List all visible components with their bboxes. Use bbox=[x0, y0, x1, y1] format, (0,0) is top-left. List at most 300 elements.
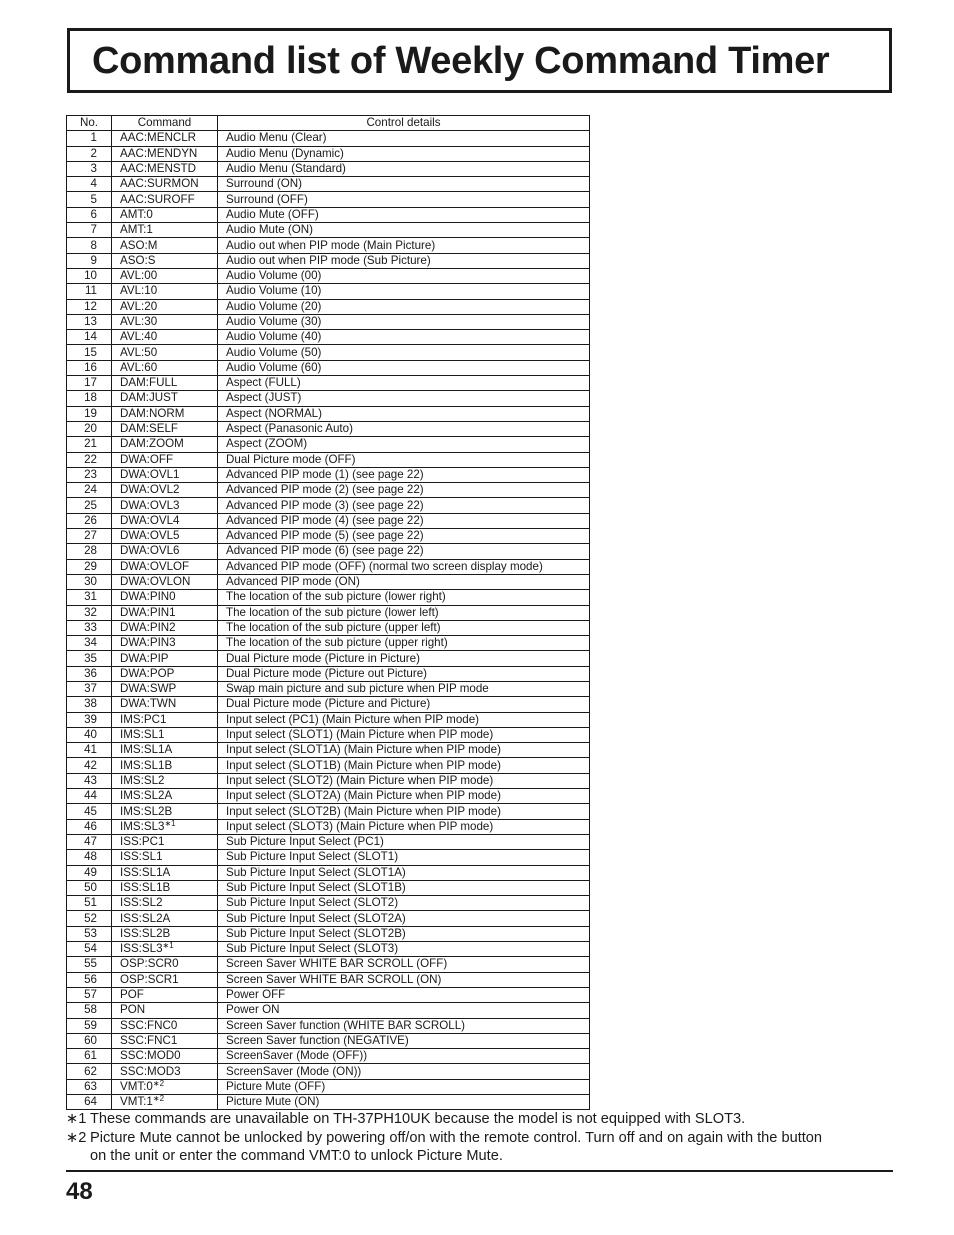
table-row bbox=[67, 207, 590, 222]
row-number: 43 bbox=[67, 773, 112, 788]
control-detail: Audio Volume (50) bbox=[218, 345, 590, 360]
control-detail: Audio Volume (60) bbox=[218, 360, 590, 375]
control-detail: Input select (PC1) (Main Picture when PIP mode) bbox=[218, 712, 590, 727]
command-cell bbox=[112, 452, 218, 467]
control-detail: Advanced PIP mode (ON) bbox=[218, 574, 590, 589]
table-row bbox=[67, 1003, 590, 1018]
command-cell bbox=[112, 681, 218, 696]
table-row bbox=[67, 620, 590, 635]
command-code: AVL:30 bbox=[120, 315, 158, 328]
table-row bbox=[67, 666, 590, 681]
command-cell bbox=[112, 238, 218, 253]
row-number: 11 bbox=[67, 284, 112, 299]
command-code: DWA:OVL4 bbox=[120, 513, 180, 527]
table-row bbox=[67, 238, 590, 253]
control-detail: Audio Volume (00) bbox=[218, 268, 590, 283]
control-detail: Swap main picture and sub picture when PIP mode bbox=[218, 681, 590, 696]
footnote-ref: ∗2 bbox=[152, 1079, 165, 1088]
table-row bbox=[67, 865, 590, 880]
row-number: 46 bbox=[67, 819, 112, 834]
command-code: DWA:OVLON bbox=[120, 575, 191, 589]
row-number: 56 bbox=[67, 972, 112, 987]
control-detail: Audio Volume (20) bbox=[218, 299, 590, 314]
command-code: ISS:SL2 bbox=[120, 896, 163, 910]
row-number: 17 bbox=[67, 376, 112, 391]
table-row bbox=[67, 467, 590, 482]
row-number: 25 bbox=[67, 498, 112, 513]
command-cell bbox=[112, 376, 218, 391]
footnote-1-text: These commands are unavailable on TH-37PH10UK because the model is not equipped with SLOT3. bbox=[90, 1111, 746, 1127]
control-detail: Power ON bbox=[218, 1003, 590, 1018]
table-row bbox=[67, 942, 590, 957]
command-code: DWA:PIN3 bbox=[120, 636, 176, 650]
row-number: 27 bbox=[67, 529, 112, 544]
row-number: 28 bbox=[67, 544, 112, 559]
command-cell bbox=[112, 146, 218, 161]
command-cell bbox=[112, 161, 218, 176]
row-number: 2 bbox=[67, 146, 112, 161]
command-cell bbox=[112, 513, 218, 528]
command-cell bbox=[112, 911, 218, 926]
control-detail: Audio out when PIP mode (Sub Picture) bbox=[218, 253, 590, 268]
command-cell bbox=[112, 529, 218, 544]
command-cell bbox=[112, 483, 218, 498]
table-row bbox=[67, 758, 590, 773]
command-cell bbox=[112, 330, 218, 345]
control-detail: Audio Volume (10) bbox=[218, 284, 590, 299]
table-row bbox=[67, 1049, 590, 1064]
command-code: DWA:SWP bbox=[120, 682, 177, 696]
control-detail: Advanced PIP mode (6) (see page 22) bbox=[218, 544, 590, 559]
command-code: AMT:0 bbox=[120, 207, 153, 221]
command-cell bbox=[112, 177, 218, 192]
command-cell bbox=[112, 1003, 218, 1018]
command-code: AVL:20 bbox=[120, 299, 158, 313]
table-row bbox=[67, 896, 590, 911]
table-row bbox=[67, 345, 590, 360]
command-code: SSC:MOD3 bbox=[120, 1064, 181, 1078]
row-number: 62 bbox=[67, 1064, 112, 1079]
table-row bbox=[67, 651, 590, 666]
control-detail: Input select (SLOT2B) (Main Picture when PIP mode) bbox=[218, 804, 590, 819]
control-detail: Audio out when PIP mode (Main Picture) bbox=[218, 238, 590, 253]
row-number: 18 bbox=[67, 391, 112, 406]
table-row bbox=[67, 880, 590, 895]
row-number: 59 bbox=[67, 1018, 112, 1033]
table-row bbox=[67, 544, 590, 559]
control-detail: Dual Picture mode (Picture in Picture) bbox=[218, 651, 590, 666]
table-row bbox=[67, 177, 590, 192]
page-title: Command list of Weekly Command Timer bbox=[92, 40, 830, 82]
command-code: AVL:50 bbox=[120, 345, 158, 359]
command-cell bbox=[112, 896, 218, 911]
command-cell bbox=[112, 1049, 218, 1064]
control-detail: Dual Picture mode (Picture and Picture) bbox=[218, 697, 590, 712]
control-detail: Input select (SLOT1B) (Main Picture when PIP mode) bbox=[218, 758, 590, 773]
table-row bbox=[67, 911, 590, 926]
command-code: SSC:FNC1 bbox=[120, 1033, 178, 1047]
row-number: 5 bbox=[67, 192, 112, 207]
control-detail: Aspect (FULL) bbox=[218, 376, 590, 391]
row-number: 48 bbox=[67, 850, 112, 865]
row-number: 32 bbox=[67, 605, 112, 620]
control-detail: Picture Mute (ON) bbox=[218, 1095, 590, 1110]
row-number: 13 bbox=[67, 314, 112, 329]
control-detail: The location of the sub picture (upper right) bbox=[218, 636, 590, 651]
row-number: 14 bbox=[67, 330, 112, 345]
control-detail: The location of the sub picture (lower right) bbox=[218, 590, 590, 605]
row-number: 1 bbox=[67, 131, 112, 146]
table-header-row bbox=[67, 116, 590, 131]
command-code: AVL:00 bbox=[120, 269, 158, 283]
control-detail: Screen Saver function (NEGATIVE) bbox=[218, 1033, 590, 1048]
command-cell bbox=[112, 880, 218, 895]
command-code: AVL:60 bbox=[120, 360, 158, 374]
control-detail: Sub Picture Input Select (SLOT1A) bbox=[218, 865, 590, 880]
table-row bbox=[67, 452, 590, 467]
command-cell bbox=[112, 957, 218, 972]
table-row bbox=[67, 406, 590, 421]
command-code: SSC:FNC0 bbox=[120, 1018, 178, 1032]
command-code: DAM:NORM bbox=[120, 406, 185, 420]
row-number: 24 bbox=[67, 483, 112, 498]
command-cell bbox=[112, 437, 218, 452]
footnote-2-continuation bbox=[66, 1147, 896, 1166]
row-number: 37 bbox=[67, 681, 112, 696]
command-code: AAC:SURMON bbox=[120, 177, 199, 191]
row-number: 15 bbox=[67, 345, 112, 360]
footnote-1-mark: ∗1 bbox=[66, 1111, 87, 1127]
command-code: DWA:OVL3 bbox=[120, 498, 180, 512]
row-number: 38 bbox=[67, 697, 112, 712]
row-number: 45 bbox=[67, 804, 112, 819]
table-row bbox=[67, 1064, 590, 1079]
title-box bbox=[67, 28, 892, 93]
command-code: AAC:SUROFF bbox=[120, 192, 195, 206]
control-detail: Input select (SLOT2) (Main Picture when PIP mode) bbox=[218, 773, 590, 788]
command-code: IMS:SL3 bbox=[120, 819, 165, 833]
command-code: DWA:TWN bbox=[120, 697, 177, 711]
command-code: AAC:MENCLR bbox=[120, 131, 197, 145]
command-code: IMS:PC1 bbox=[120, 712, 167, 726]
table-row bbox=[67, 437, 590, 452]
table-row bbox=[67, 223, 590, 238]
control-detail: ScreenSaver (Mode (OFF)) bbox=[218, 1049, 590, 1064]
table-row bbox=[67, 743, 590, 758]
control-detail: Advanced PIP mode (1) (see page 22) bbox=[218, 467, 590, 482]
table-row bbox=[67, 681, 590, 696]
command-code: DWA:OVL1 bbox=[120, 467, 180, 481]
command-cell bbox=[112, 498, 218, 513]
control-detail: Picture Mute (OFF) bbox=[218, 1079, 590, 1094]
command-cell bbox=[112, 773, 218, 788]
control-detail: Input select (SLOT1A) (Main Picture when PIP mode) bbox=[218, 743, 590, 758]
command-cell bbox=[112, 865, 218, 880]
table-row bbox=[67, 268, 590, 283]
command-cell bbox=[112, 605, 218, 620]
row-number: 41 bbox=[67, 743, 112, 758]
control-detail: Screen Saver function (WHITE BAR SCROLL) bbox=[218, 1018, 590, 1033]
table-row bbox=[67, 330, 590, 345]
command-cell bbox=[112, 727, 218, 742]
command-cell bbox=[112, 1079, 218, 1094]
row-number: 12 bbox=[67, 299, 112, 314]
header-control-details: Control details bbox=[218, 116, 590, 131]
footnote-ref: ∗1 bbox=[164, 819, 176, 828]
row-number: 64 bbox=[67, 1095, 112, 1110]
row-number: 8 bbox=[67, 238, 112, 253]
control-detail: Input select (SLOT3) (Main Picture when PIP mode) bbox=[218, 819, 590, 834]
command-code: DWA:PIN2 bbox=[120, 620, 176, 634]
header-command: Command bbox=[112, 116, 218, 131]
row-number: 22 bbox=[67, 452, 112, 467]
control-detail: Surround (OFF) bbox=[218, 192, 590, 207]
table-row bbox=[67, 834, 590, 849]
control-detail: Input select (SLOT2A) (Main Picture when PIP mode) bbox=[218, 789, 590, 804]
control-detail: Sub Picture Input Select (SLOT1B) bbox=[218, 880, 590, 895]
table-row bbox=[67, 574, 590, 589]
command-code: AMT:1 bbox=[120, 223, 153, 237]
command-code: DAM:FULL bbox=[120, 376, 178, 390]
command-code: ISS:SL2B bbox=[120, 926, 171, 940]
row-number: 49 bbox=[67, 865, 112, 880]
control-detail: Sub Picture Input Select (PC1) bbox=[218, 834, 590, 849]
command-cell bbox=[112, 942, 218, 957]
row-number: 9 bbox=[67, 253, 112, 268]
row-number: 61 bbox=[67, 1049, 112, 1064]
row-number: 51 bbox=[67, 896, 112, 911]
command-cell bbox=[112, 299, 218, 314]
table-row bbox=[67, 727, 590, 742]
footnote-2-text-line-2: on the unit or enter the command VMT:0 to unlock Picture Mute. bbox=[90, 1148, 503, 1164]
command-cell bbox=[112, 1033, 218, 1048]
row-number: 55 bbox=[67, 957, 112, 972]
row-number: 58 bbox=[67, 1003, 112, 1018]
row-number: 31 bbox=[67, 590, 112, 605]
footer-rule bbox=[66, 1170, 893, 1172]
command-code: VMT:1 bbox=[120, 1095, 153, 1109]
command-cell bbox=[112, 666, 218, 681]
control-detail: Dual Picture mode (OFF) bbox=[218, 452, 590, 467]
command-code: POF bbox=[120, 988, 144, 1002]
row-number: 36 bbox=[67, 666, 112, 681]
command-cell bbox=[112, 789, 218, 804]
control-detail: Input select (SLOT1) (Main Picture when PIP mode) bbox=[218, 727, 590, 742]
command-code: ASO:S bbox=[120, 253, 156, 267]
command-code: SSC:MOD0 bbox=[120, 1049, 181, 1063]
footnote-1 bbox=[66, 1110, 896, 1129]
row-number: 20 bbox=[67, 421, 112, 436]
command-code: DWA:POP bbox=[120, 666, 175, 680]
control-detail: Sub Picture Input Select (SLOT3) bbox=[218, 942, 590, 957]
control-detail: Audio Menu (Dynamic) bbox=[218, 146, 590, 161]
table-row bbox=[67, 636, 590, 651]
row-number: 34 bbox=[67, 636, 112, 651]
table-row bbox=[67, 421, 590, 436]
control-detail: Advanced PIP mode (3) (see page 22) bbox=[218, 498, 590, 513]
control-detail: The location of the sub picture (upper left) bbox=[218, 620, 590, 635]
table-row bbox=[67, 299, 590, 314]
row-number: 4 bbox=[67, 177, 112, 192]
control-detail: Audio Mute (OFF) bbox=[218, 207, 590, 222]
control-detail: Advanced PIP mode (4) (see page 22) bbox=[218, 513, 590, 528]
command-code: DWA:OVL2 bbox=[120, 483, 180, 497]
control-detail: Sub Picture Input Select (SLOT2A) bbox=[218, 911, 590, 926]
table-row bbox=[67, 498, 590, 513]
command-cell bbox=[112, 712, 218, 727]
table-row bbox=[67, 697, 590, 712]
command-cell bbox=[112, 1018, 218, 1033]
table-row bbox=[67, 314, 590, 329]
command-code: IMS:SL2A bbox=[120, 789, 173, 803]
row-number: 29 bbox=[67, 559, 112, 574]
table-row bbox=[67, 1018, 590, 1033]
table-row bbox=[67, 987, 590, 1002]
row-number: 44 bbox=[67, 789, 112, 804]
row-number: 30 bbox=[67, 574, 112, 589]
command-cell bbox=[112, 559, 218, 574]
table-row bbox=[67, 131, 590, 146]
row-number: 10 bbox=[67, 268, 112, 283]
table-row bbox=[67, 1079, 590, 1094]
command-code: DWA:PIN1 bbox=[120, 605, 176, 619]
command-cell bbox=[112, 192, 218, 207]
table-row bbox=[67, 192, 590, 207]
command-code: AVL:10 bbox=[120, 284, 158, 298]
table-row bbox=[67, 590, 590, 605]
control-detail: Screen Saver WHITE BAR SCROLL (OFF) bbox=[218, 957, 590, 972]
command-cell bbox=[112, 620, 218, 635]
footnote-2 bbox=[66, 1129, 896, 1148]
control-detail: Aspect (NORMAL) bbox=[218, 406, 590, 421]
table-row bbox=[67, 926, 590, 941]
row-number: 7 bbox=[67, 223, 112, 238]
command-cell bbox=[112, 834, 218, 849]
row-number: 57 bbox=[67, 987, 112, 1002]
control-detail: Audio Mute (ON) bbox=[218, 223, 590, 238]
control-detail: ScreenSaver (Mode (ON)) bbox=[218, 1064, 590, 1079]
table-row bbox=[67, 376, 590, 391]
control-detail: Audio Volume (40) bbox=[218, 330, 590, 345]
row-number: 40 bbox=[67, 727, 112, 742]
command-cell bbox=[112, 697, 218, 712]
table-row bbox=[67, 529, 590, 544]
table-row bbox=[67, 146, 590, 161]
control-detail: Power OFF bbox=[218, 987, 590, 1002]
footnote-2-text-line-1: Picture Mute cannot be unlocked by powering off/on with the remote control. Turn off and on again with the button bbox=[90, 1129, 823, 1146]
table-row bbox=[67, 513, 590, 528]
command-cell bbox=[112, 987, 218, 1002]
row-number: 6 bbox=[67, 207, 112, 222]
control-detail: Surround (ON) bbox=[218, 177, 590, 192]
command-cell bbox=[112, 590, 218, 605]
command-code: OSP:SCR1 bbox=[120, 972, 179, 986]
command-cell bbox=[112, 360, 218, 375]
table-row bbox=[67, 804, 590, 819]
command-cell bbox=[112, 207, 218, 222]
command-cell bbox=[112, 421, 218, 436]
table-row bbox=[67, 1095, 590, 1110]
command-cell bbox=[112, 743, 218, 758]
control-detail: The location of the sub picture (lower left) bbox=[218, 605, 590, 620]
command-cell bbox=[112, 345, 218, 360]
row-number: 21 bbox=[67, 437, 112, 452]
table-row bbox=[67, 957, 590, 972]
control-detail: Audio Menu (Standard) bbox=[218, 161, 590, 176]
command-cell bbox=[112, 1064, 218, 1079]
command-code: IMS:SL1A bbox=[120, 743, 173, 757]
control-detail: Aspect (Panasonic Auto) bbox=[218, 421, 590, 436]
table-row bbox=[67, 483, 590, 498]
table-row bbox=[67, 972, 590, 987]
command-code: AAC:MENSTD bbox=[120, 162, 197, 176]
row-number: 19 bbox=[67, 406, 112, 421]
row-number: 50 bbox=[67, 880, 112, 895]
table-row bbox=[67, 789, 590, 804]
command-cell bbox=[112, 574, 218, 589]
table-row bbox=[67, 391, 590, 406]
row-number: 39 bbox=[67, 712, 112, 727]
command-cell bbox=[112, 284, 218, 299]
control-detail: Sub Picture Input Select (SLOT2B) bbox=[218, 926, 590, 941]
row-number: 54 bbox=[67, 942, 112, 957]
table-row bbox=[67, 161, 590, 176]
row-number: 60 bbox=[67, 1033, 112, 1048]
table-row bbox=[67, 712, 590, 727]
command-code: ISS:PC1 bbox=[120, 835, 165, 849]
control-detail: Screen Saver WHITE BAR SCROLL (ON) bbox=[218, 972, 590, 987]
command-code: DWA:OVL6 bbox=[120, 544, 180, 558]
command-code: PON bbox=[120, 1003, 146, 1017]
table-row bbox=[67, 819, 590, 834]
header-no: No. bbox=[67, 116, 112, 131]
control-detail: Sub Picture Input Select (SLOT1) bbox=[218, 850, 590, 865]
command-code: IMS:SL2B bbox=[120, 804, 173, 818]
control-detail: Advanced PIP mode (2) (see page 22) bbox=[218, 483, 590, 498]
command-code: OSP:SCR0 bbox=[120, 957, 179, 971]
command-code: DWA:OVL5 bbox=[120, 529, 180, 543]
row-number: 42 bbox=[67, 758, 112, 773]
command-cell bbox=[112, 544, 218, 559]
table-row bbox=[67, 360, 590, 375]
command-code: VMT:0 bbox=[120, 1079, 153, 1093]
command-cell bbox=[112, 253, 218, 268]
table-row bbox=[67, 559, 590, 574]
control-detail: Audio Menu (Clear) bbox=[218, 131, 590, 146]
row-number: 3 bbox=[67, 161, 112, 176]
footnote-2-mark: ∗2 bbox=[66, 1129, 87, 1146]
row-number: 23 bbox=[67, 467, 112, 482]
row-number: 35 bbox=[67, 651, 112, 666]
table-row bbox=[67, 284, 590, 299]
control-detail: Advanced PIP mode (5) (see page 22) bbox=[218, 529, 590, 544]
row-number: 63 bbox=[67, 1079, 112, 1094]
command-cell bbox=[112, 850, 218, 865]
command-cell bbox=[112, 131, 218, 146]
row-number: 52 bbox=[67, 911, 112, 926]
command-code: ISS:SL3 bbox=[120, 942, 163, 956]
command-cell bbox=[112, 636, 218, 651]
command-code: DAM:ZOOM bbox=[120, 437, 184, 451]
command-cell bbox=[112, 223, 218, 238]
command-code: IMS:SL1 bbox=[120, 728, 165, 742]
page-number: 48 bbox=[66, 1178, 93, 1205]
command-cell bbox=[112, 804, 218, 819]
command-cell bbox=[112, 406, 218, 421]
control-detail: Sub Picture Input Select (SLOT2) bbox=[218, 896, 590, 911]
table-row bbox=[67, 253, 590, 268]
command-code: ASO:M bbox=[120, 238, 158, 252]
